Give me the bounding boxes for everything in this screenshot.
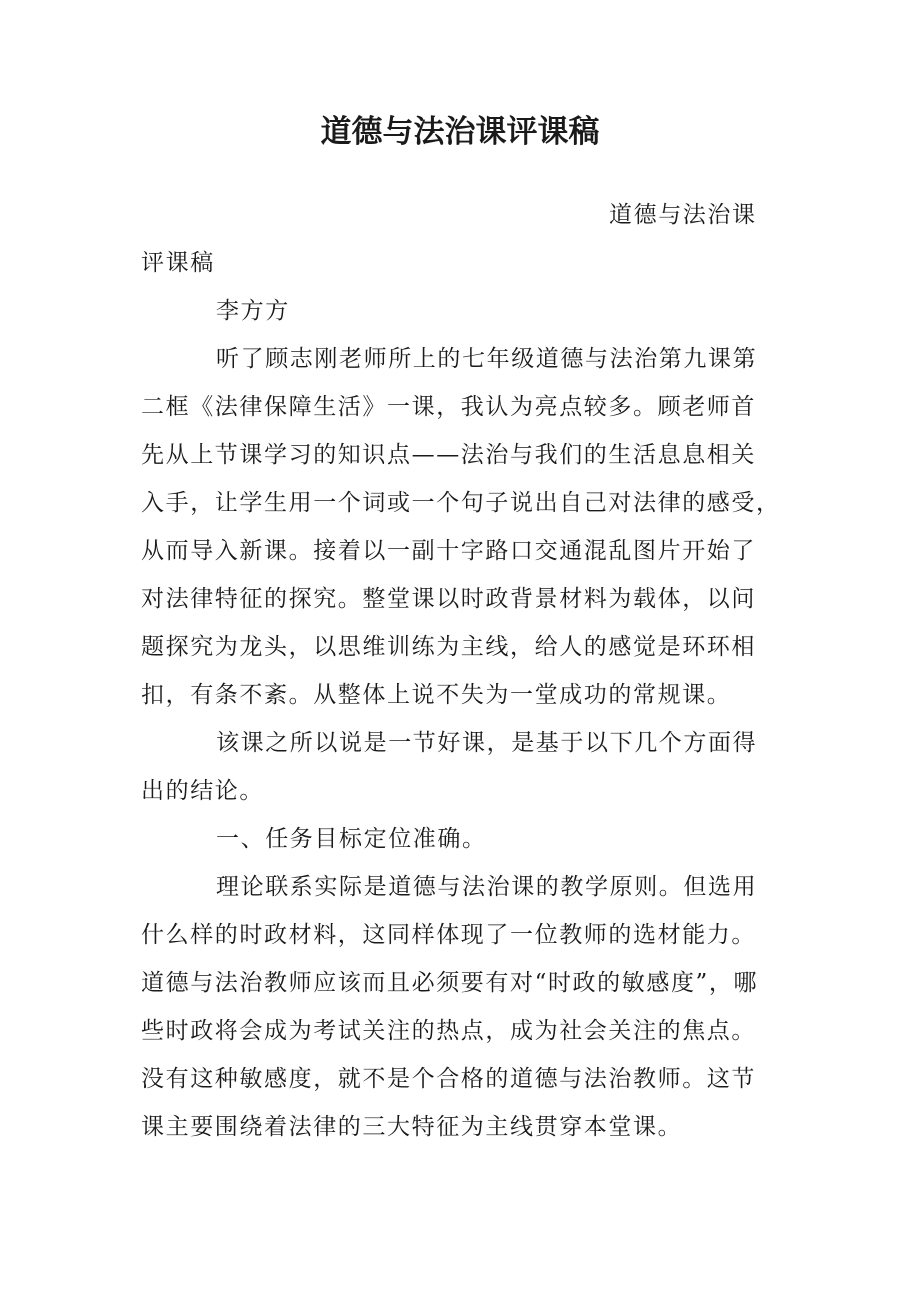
- paragraph-line: 些时政将会成为考试关注的热点，成为社会关注的焦点。: [141, 1018, 756, 1044]
- paragraph-line: 入手，让学生用一个词或一个句子说出自己对法律的感受，: [141, 490, 781, 516]
- paragraph-line: 从而导入新课。接着以一副十字路口交通混乱图片开始了: [141, 538, 756, 564]
- paragraph-line: 先从上节课学习的知识点——法治与我们的生活息息相关: [141, 442, 756, 468]
- paragraph-line: 什么样的时政材料，这同样体现了一位教师的选材能力。: [141, 922, 756, 948]
- paragraph-line: 道德与法治教师应该而且必须要有对“时政的敏感度”，哪: [141, 970, 759, 996]
- paragraph-line: 出的结论。: [141, 778, 264, 804]
- paragraph-line: 理论联系实际是道德与法治课的教学原则。但选用: [216, 874, 758, 900]
- author-name: 李方方: [216, 298, 290, 324]
- paragraph-line: 没有这种敏感度，就不是个合格的道德与法治教师。这节: [141, 1066, 756, 1092]
- subtitle-line-1: 道德与法治课: [609, 202, 757, 228]
- paragraph-line: 课主要围绕着法律的三大特征为主线贯穿本堂课。: [141, 1114, 683, 1140]
- document-title: 道德与法治课评课稿: [320, 114, 600, 150]
- paragraph-line: 题探究为龙头，以思维训练为主线，给人的感觉是环环相: [141, 634, 756, 660]
- subtitle-line-2: 评课稿: [141, 250, 215, 276]
- paragraph-line: 该课之所以说是一节好课，是基于以下几个方面得: [216, 730, 758, 756]
- paragraph-line: 听了顾志刚老师所上的七年级道德与法治第九课第: [216, 346, 758, 372]
- paragraph-line: 扣，有条不紊。从整体上说不失为一堂成功的常规课。: [141, 682, 732, 708]
- paragraph-line: 对法律特征的探究。整堂课以时政背景材料为载体，以问: [141, 586, 756, 612]
- section-heading: 一、任务目标定位准确。: [216, 826, 487, 852]
- paragraph-line: 二框《法律保障生活》一课，我认为亮点较多。顾老师首: [141, 394, 756, 420]
